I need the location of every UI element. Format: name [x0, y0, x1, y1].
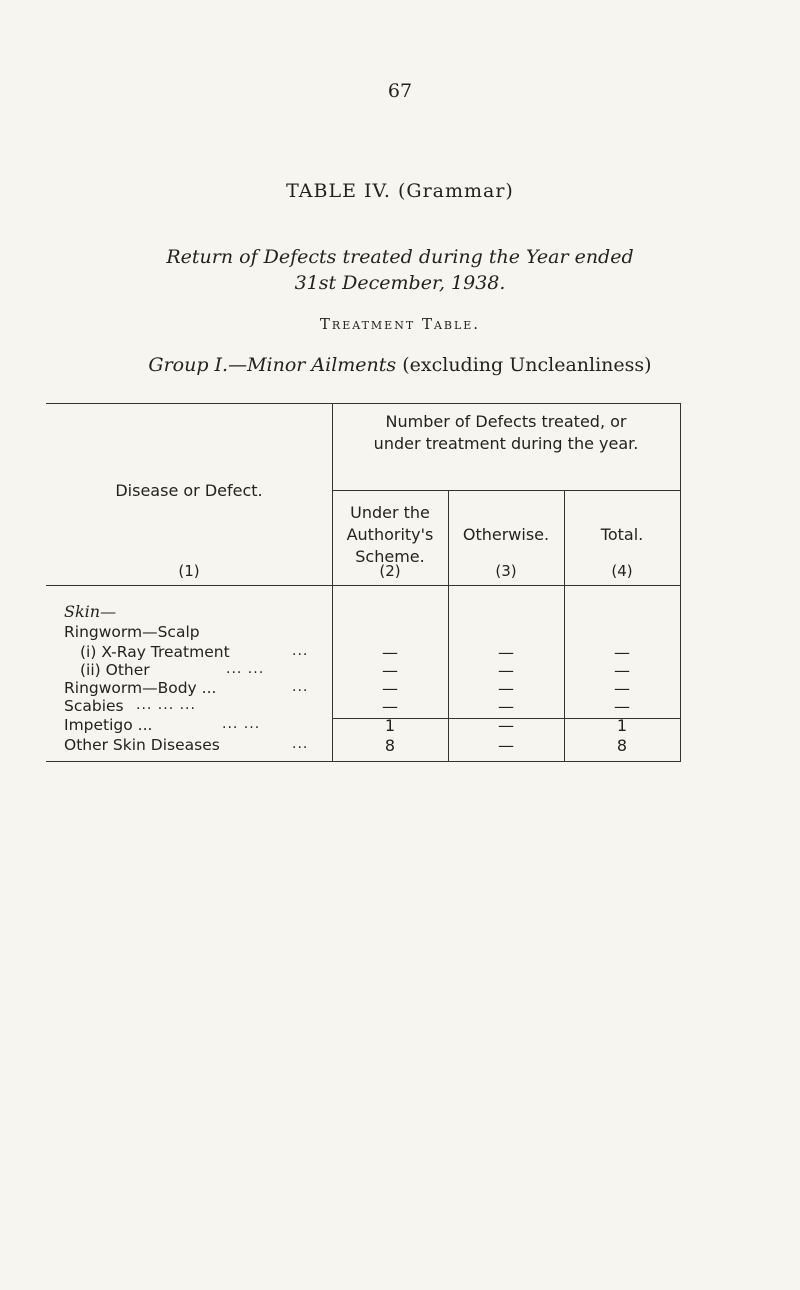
- col2-header-line-3: Scheme.: [355, 547, 425, 566]
- cell-ringworm-body-scheme: —: [382, 679, 398, 698]
- section-heading: Treatment Table.: [319, 315, 481, 333]
- col1-number: (1): [178, 562, 200, 580]
- row-dots-other: ... ...: [226, 661, 265, 677]
- row-dots-other-skin: ...: [292, 736, 309, 752]
- subtitle-line-2: 31st December, 1938.: [294, 272, 506, 294]
- row-label-other: (ii) Other: [80, 661, 150, 679]
- group-header-rule: [332, 490, 680, 491]
- row-dots-impetigo: ... ...: [222, 716, 261, 732]
- group-header-line-1: Number of Defects treated, or: [385, 412, 627, 431]
- col2-header-line-2: Authority's: [346, 525, 434, 544]
- cell-impetigo-scheme: 1: [384, 716, 396, 735]
- cell-impetigo-otherwise: —: [498, 716, 514, 735]
- cell-scabies-otherwise: —: [498, 697, 514, 716]
- row-dots-xray: ...: [292, 643, 309, 659]
- subtitle-line-1: Return of Defects treated during the Year ended: [166, 246, 634, 268]
- cell-xray-otherwise: —: [498, 643, 514, 662]
- row-label-scabies: Scabies: [64, 697, 124, 715]
- subtitle: [0, 244, 800, 296]
- header-bottom-rule: [46, 585, 680, 586]
- col2-number: (2): [379, 562, 401, 580]
- col4-header: Total.: [600, 525, 644, 544]
- group-heading: [0, 354, 800, 376]
- cell-scabies-scheme: —: [382, 697, 398, 716]
- cell-other-scheme: —: [382, 661, 398, 680]
- row-label-skin: Skin—: [64, 602, 117, 621]
- table-title: TABLE IV. (Grammar): [286, 180, 514, 202]
- row-label-ringworm-body: Ringworm—Body ...: [64, 679, 217, 697]
- row-dots-ringworm-body: ...: [292, 679, 309, 695]
- cell-other-skin-otherwise: —: [498, 736, 514, 755]
- row-label-xray: (i) X-Ray Treatment: [80, 643, 230, 661]
- cell-xray-scheme: —: [382, 643, 398, 662]
- cell-other-skin-scheme: 8: [384, 736, 396, 755]
- row-dots-scabies: ... ... ...: [136, 697, 196, 713]
- group-header-line-2: under treatment during the year.: [373, 434, 639, 453]
- row-label-ringworm-scalp: Ringworm—Scalp: [64, 623, 200, 641]
- row-label-impetigo: Impetigo ...: [64, 716, 153, 734]
- col1-header: Disease or Defect.: [115, 481, 263, 500]
- page-number: 67: [387, 80, 413, 102]
- group-heading-italic: Group I.—Minor Ailments: [148, 354, 397, 376]
- col2-header-line-1: Under the: [350, 503, 430, 522]
- cell-other-otherwise: —: [498, 661, 514, 680]
- group-heading-normal: (excluding Uncleanliness): [402, 354, 652, 376]
- group-header: [332, 411, 680, 455]
- col3-number: (3): [495, 562, 517, 580]
- row-label-other-skin: Other Skin Diseases: [64, 736, 220, 754]
- col2-header: [332, 502, 448, 568]
- col3-header: Otherwise.: [462, 525, 550, 544]
- col4-number: (4): [611, 562, 633, 580]
- cell-other-total: —: [614, 661, 630, 680]
- cell-xray-total: —: [614, 643, 630, 662]
- cell-ringworm-body-otherwise: —: [498, 679, 514, 698]
- cell-other-skin-total: 8: [616, 736, 628, 755]
- cell-scabies-total: —: [614, 697, 630, 716]
- cell-impetigo-total: 1: [616, 716, 628, 735]
- cell-ringworm-body-total: —: [614, 679, 630, 698]
